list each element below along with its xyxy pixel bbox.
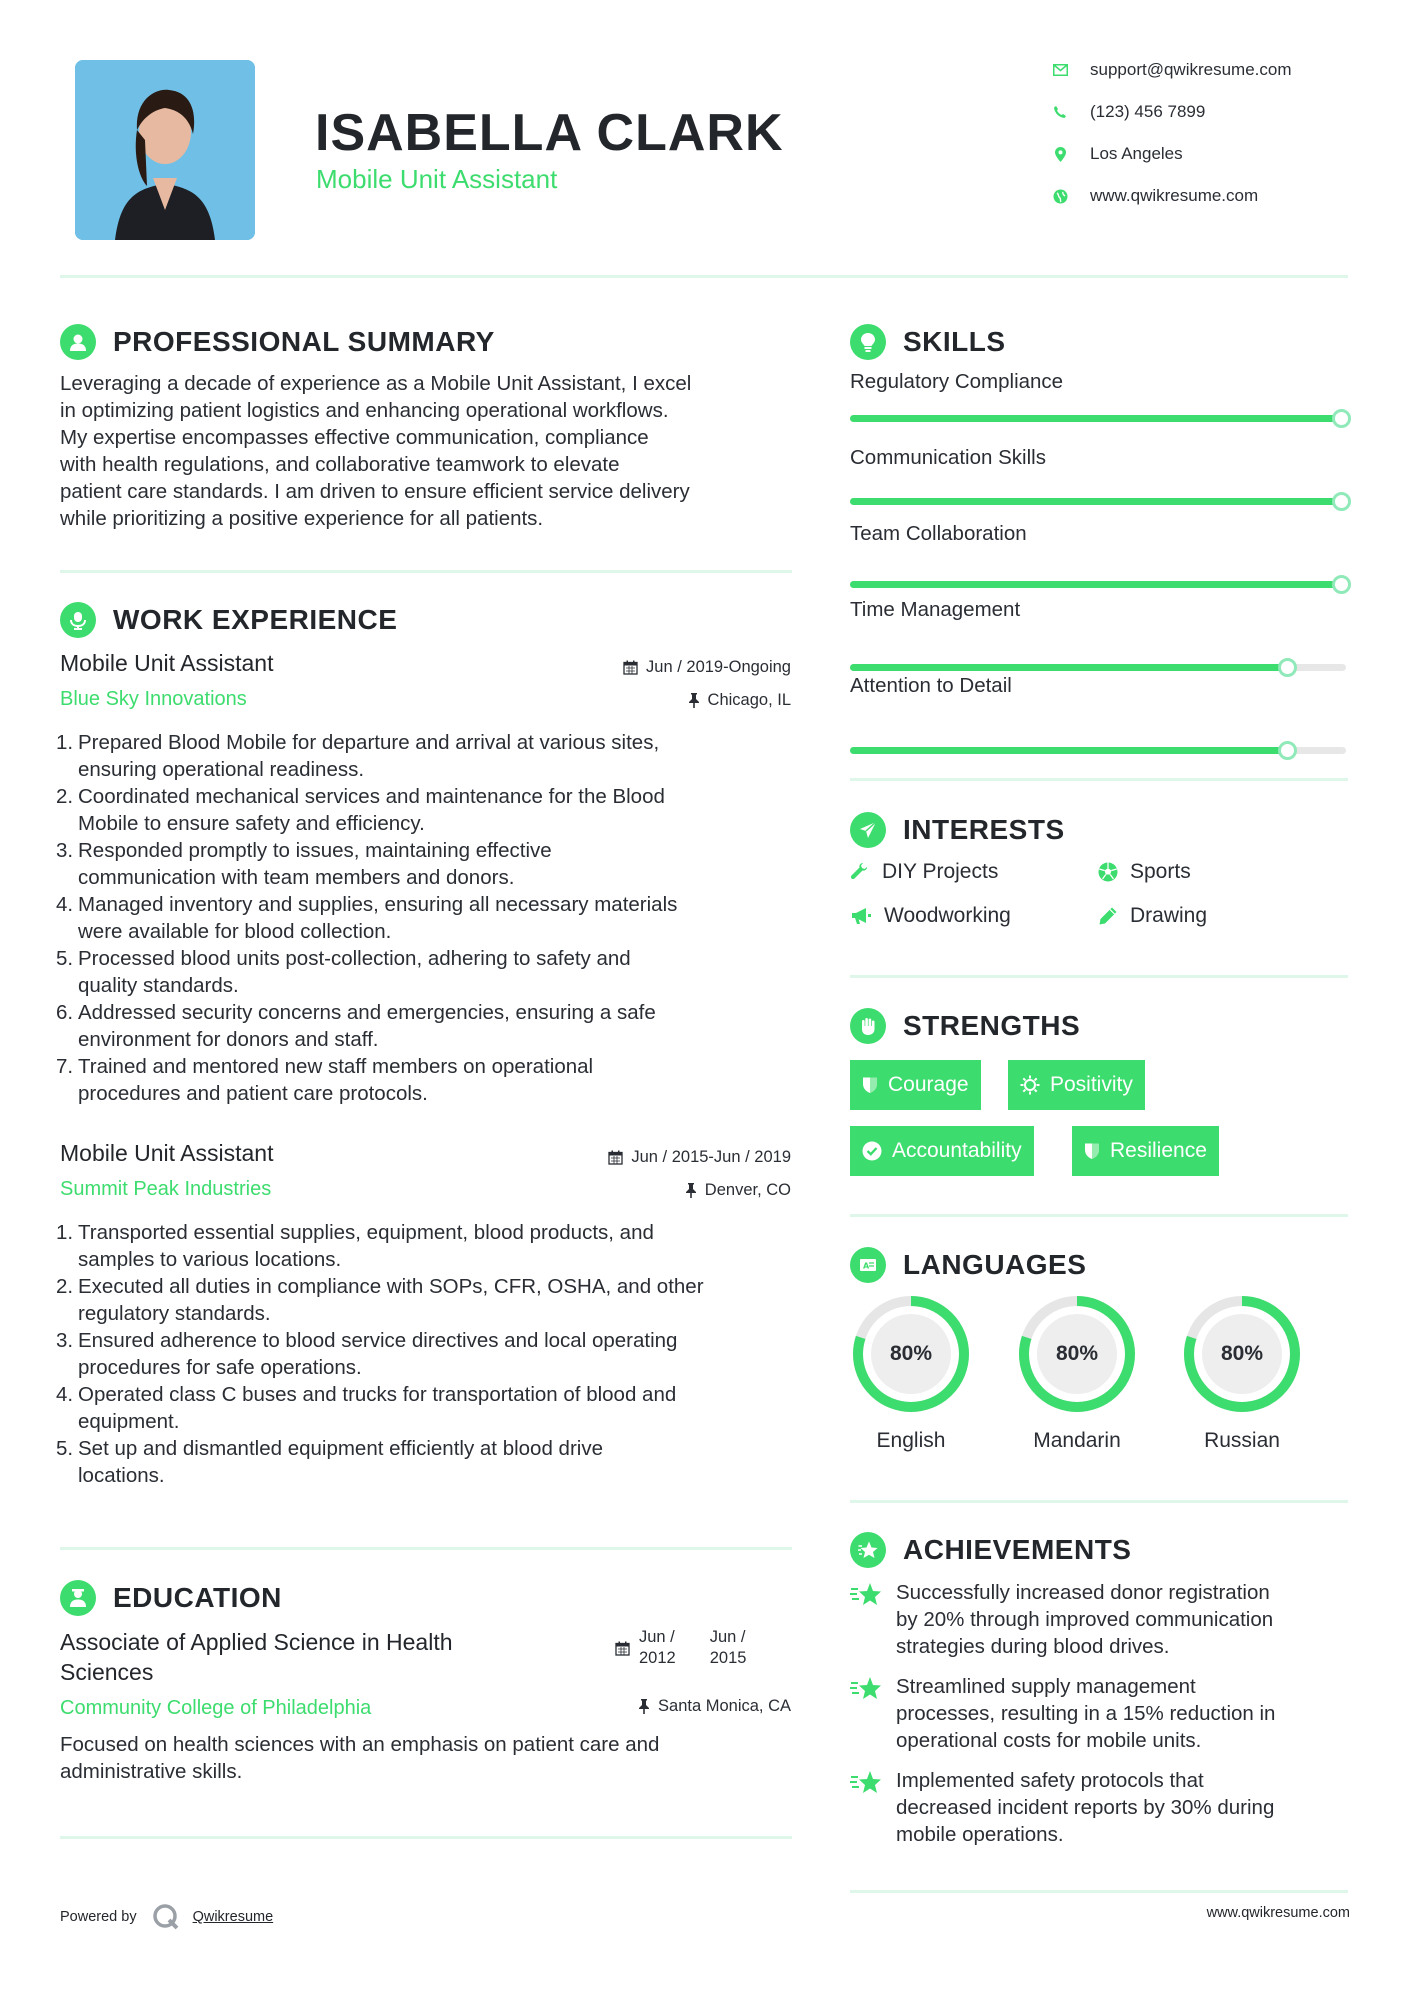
education-divider [60, 1836, 792, 1839]
contact-phone-text: (123) 456 7899 [1090, 102, 1206, 121]
star-icon [850, 1675, 886, 1701]
skill-bar [850, 498, 1346, 505]
job-date-text: Jun / 2015-Jun / 2019 [631, 1148, 791, 1166]
lightbulb-icon [850, 324, 886, 360]
education-section-header [60, 1580, 282, 1616]
language-ring [1181, 1293, 1303, 1415]
language-ring [850, 1293, 972, 1415]
shield-icon [862, 1076, 878, 1094]
languages-divider [850, 1500, 1348, 1503]
summary-line: in optimizing patient logistics and enhancing operational workflows. [60, 399, 669, 422]
star-icon [850, 1769, 886, 1795]
list-item: Set up and dismantled equipment efficiently at blood drive locations. [78, 1437, 603, 1487]
job-date [623, 658, 791, 677]
summary-text [60, 370, 800, 532]
languages-section-header [850, 1247, 1086, 1283]
interests-heading: INTERESTS [903, 814, 1065, 845]
graduation-icon [60, 1580, 96, 1616]
experience-divider [60, 1547, 792, 1550]
language-name: Russian [1204, 1429, 1280, 1452]
achievement-item: Streamlined supply management processes, resulting in a 15% reduction in operational costs for mobile units. [850, 1673, 1350, 1754]
strength-badge: Resilience [1072, 1126, 1219, 1176]
language-percent: 80% [889, 1342, 933, 1365]
language-icon [850, 1247, 886, 1283]
star-icon [850, 1581, 886, 1607]
contact-location [1052, 144, 1183, 164]
skill-bar-knob [1332, 575, 1351, 594]
achievements-heading: ACHIEVEMENTS [903, 1534, 1132, 1565]
summary-divider [60, 570, 792, 573]
language-percent: 80% [1220, 1342, 1264, 1365]
list-item: Processed blood units post-collection, adhering to safety and quality standards. [78, 947, 631, 997]
company-name: Blue Sky Innovations [60, 688, 247, 710]
star-icon [850, 1532, 886, 1568]
summary-line: My expertise encompasses effective communication, compliance [60, 426, 649, 449]
briefcase-icon [60, 602, 96, 638]
education-location: Santa Monica, CA [638, 1697, 791, 1716]
language-percent: 80% [1055, 1342, 1099, 1365]
skill-name: Time Management [850, 598, 1021, 621]
profile-photo [75, 60, 255, 240]
experience-heading: WORK EXPERIENCE [113, 604, 398, 635]
strength-badge: Positivity [1008, 1060, 1145, 1110]
list-item: Ensured adherence to blood service directives and local operating procedures for safe operations. [78, 1329, 678, 1379]
strengths-heading: STRENGTHS [903, 1010, 1081, 1041]
interests-divider [850, 975, 1348, 978]
skill-bar-fill [850, 415, 1338, 422]
hand-icon [850, 1008, 886, 1044]
job-date [608, 1148, 791, 1167]
education-date: Jun / 2012 Jun / 2015 [615, 1627, 746, 1669]
summary-heading: PROFESSIONAL SUMMARY [113, 326, 495, 357]
wrench-icon [850, 862, 870, 882]
interests-section-header [850, 812, 1065, 848]
user-icon [60, 324, 96, 360]
contact-location-text: Los Angeles [1090, 144, 1183, 163]
check-circle-icon [862, 1141, 882, 1161]
pin-icon [638, 1699, 650, 1714]
list-item: Executed all duties in compliance with SOPs, CFR, OSHA, and other regulatory standards. [78, 1275, 704, 1325]
education-heading: EDUCATION [113, 1582, 282, 1613]
job-location [688, 691, 791, 710]
skill-bar-knob [1332, 492, 1351, 511]
pin-icon [688, 693, 700, 708]
list-item: Addressed security concerns and emergencies, ensuring a safe environment for donors and staff. [78, 1001, 656, 1051]
interest-item: Drawing [1098, 904, 1207, 928]
list-item: Trained and mentored new staff members on operational procedures and patient care protocols. [78, 1055, 594, 1105]
calendar-icon [623, 660, 638, 675]
list-item: Coordinated mechanical services and maintenance for the Blood Mobile to ensure safety and efficiency. [78, 785, 665, 835]
skills-divider [850, 778, 1348, 781]
phone-icon [1052, 104, 1068, 120]
job-title: Mobile Unit Assistant [60, 650, 274, 676]
pin-icon [685, 1183, 697, 1198]
svg-text:A: A [863, 1261, 870, 1271]
list-item: Prepared Blood Mobile for departure and arrival at various sites, ensuring operational readiness. [78, 731, 660, 781]
contact-website-text: www.qwikresume.com [1090, 186, 1259, 205]
list-item: Transported essential supplies, equipment, blood products, and samples to various locations. [78, 1221, 654, 1271]
skill-name: Regulatory Compliance [850, 370, 1064, 393]
soccer-ball-icon [1098, 862, 1118, 882]
candidate-title: Mobile Unit Assistant [316, 164, 558, 194]
achievements-section-header [850, 1532, 1131, 1568]
skills-heading: SKILLS [903, 326, 1006, 357]
interest-item: Sports [1098, 860, 1191, 884]
summary-line: with health regulations, and collaborative teamwork to elevate [60, 453, 620, 476]
header-divider [60, 275, 1348, 278]
language-name: Mandarin [1033, 1429, 1121, 1452]
job-location-text: Chicago, IL [707, 691, 791, 709]
strengths-divider [850, 1214, 1348, 1217]
location-icon [1052, 146, 1068, 162]
job-date-text: Jun / 2019-Ongoing [646, 658, 791, 676]
footer-powered-by [60, 1902, 273, 1932]
calendar-icon [615, 1641, 630, 1656]
language-name: English [876, 1429, 946, 1452]
strength-badge: Accountability [850, 1126, 1034, 1176]
contact-email[interactable] [1052, 60, 1292, 80]
skills-section-header [850, 324, 1006, 360]
skill-bar [850, 747, 1346, 754]
summary-line: patient care standards. I am driven to ensure efficient service delivery [60, 480, 690, 503]
candidate-name: ISABELLA CLARK [315, 104, 784, 162]
achievements-divider [850, 1890, 1348, 1893]
skill-bar-knob [1332, 409, 1351, 428]
skill-name: Team Collaboration [850, 522, 1027, 545]
summary-line: while prioritizing a positive experience for all patients. [60, 507, 544, 530]
qwikresume-logo-icon [151, 1902, 181, 1932]
job-title: Mobile Unit Assistant [60, 1140, 274, 1166]
pencil-icon [1098, 906, 1118, 926]
job-location-text: Denver, CO [704, 1181, 791, 1199]
contact-website[interactable] [1052, 186, 1258, 206]
languages-heading: LANGUAGES [903, 1249, 1087, 1280]
sun-icon [1020, 1075, 1040, 1095]
skill-bar-fill [850, 581, 1338, 588]
list-item: Responded promptly to issues, maintaining effective communication with team members and donors. [78, 839, 552, 889]
list-item: Managed inventory and supplies, ensuring all necessary materials were available for blood collection. [78, 893, 678, 943]
company-name: Summit Peak Industries [60, 1178, 272, 1200]
skill-bar-fill [850, 664, 1284, 671]
skill-bar [850, 415, 1346, 422]
strengths-section-header [850, 1008, 1080, 1044]
skill-bar-fill [850, 747, 1284, 754]
skill-name: Communication Skills [850, 446, 1046, 469]
summary-line: Leveraging a decade of experience as a Mobile Unit Assistant, I excel [60, 372, 692, 395]
experience-section-header [60, 602, 397, 638]
degree-name: Associate of Applied Science in Health Sciences [60, 1629, 453, 1685]
email-icon [1052, 62, 1068, 78]
globe-icon [1052, 188, 1068, 204]
education-description: Focused on health sciences with an emphasis on patient care and administrative skills. [60, 1733, 660, 1783]
skill-bar [850, 581, 1346, 588]
skill-bar-knob [1278, 741, 1297, 760]
skill-bar-fill [850, 498, 1338, 505]
interest-item: Woodworking [850, 904, 1011, 928]
paper-plane-icon [850, 812, 886, 848]
skill-bar [850, 664, 1346, 671]
contact-phone[interactable] [1052, 102, 1205, 122]
footer-url[interactable]: www.qwikresume.com [1206, 1905, 1350, 1921]
skill-name: Attention to Detail [850, 674, 1012, 697]
powered-by-text: Powered by [60, 1909, 137, 1925]
achievement-item: Implemented safety protocols that decreased incident reports by 30% during mobile operations. [850, 1767, 1350, 1848]
contact-email-text: support@qwikresume.com [1090, 60, 1292, 79]
school-name: Community College of Philadelphia [60, 1697, 372, 1719]
summary-section-header [60, 324, 495, 360]
brand-link[interactable]: Qwikresume [192, 1909, 274, 1925]
megaphone-icon [850, 906, 872, 926]
strength-badge: Courage [850, 1060, 981, 1110]
calendar-icon [608, 1150, 623, 1165]
language-ring [1016, 1293, 1138, 1415]
shield-icon [1084, 1142, 1100, 1160]
job-responsibilities [60, 1219, 800, 1489]
interest-item: DIY Projects [850, 860, 998, 884]
job-responsibilities [60, 729, 800, 1107]
skill-bar-knob [1278, 658, 1297, 677]
list-item: Operated class C buses and trucks for transportation of blood and equipment. [78, 1383, 677, 1433]
job-location [685, 1181, 791, 1200]
achievement-item: Successfully increased donor registration by 20% through improved communication strategies during blood drives. [850, 1579, 1350, 1660]
